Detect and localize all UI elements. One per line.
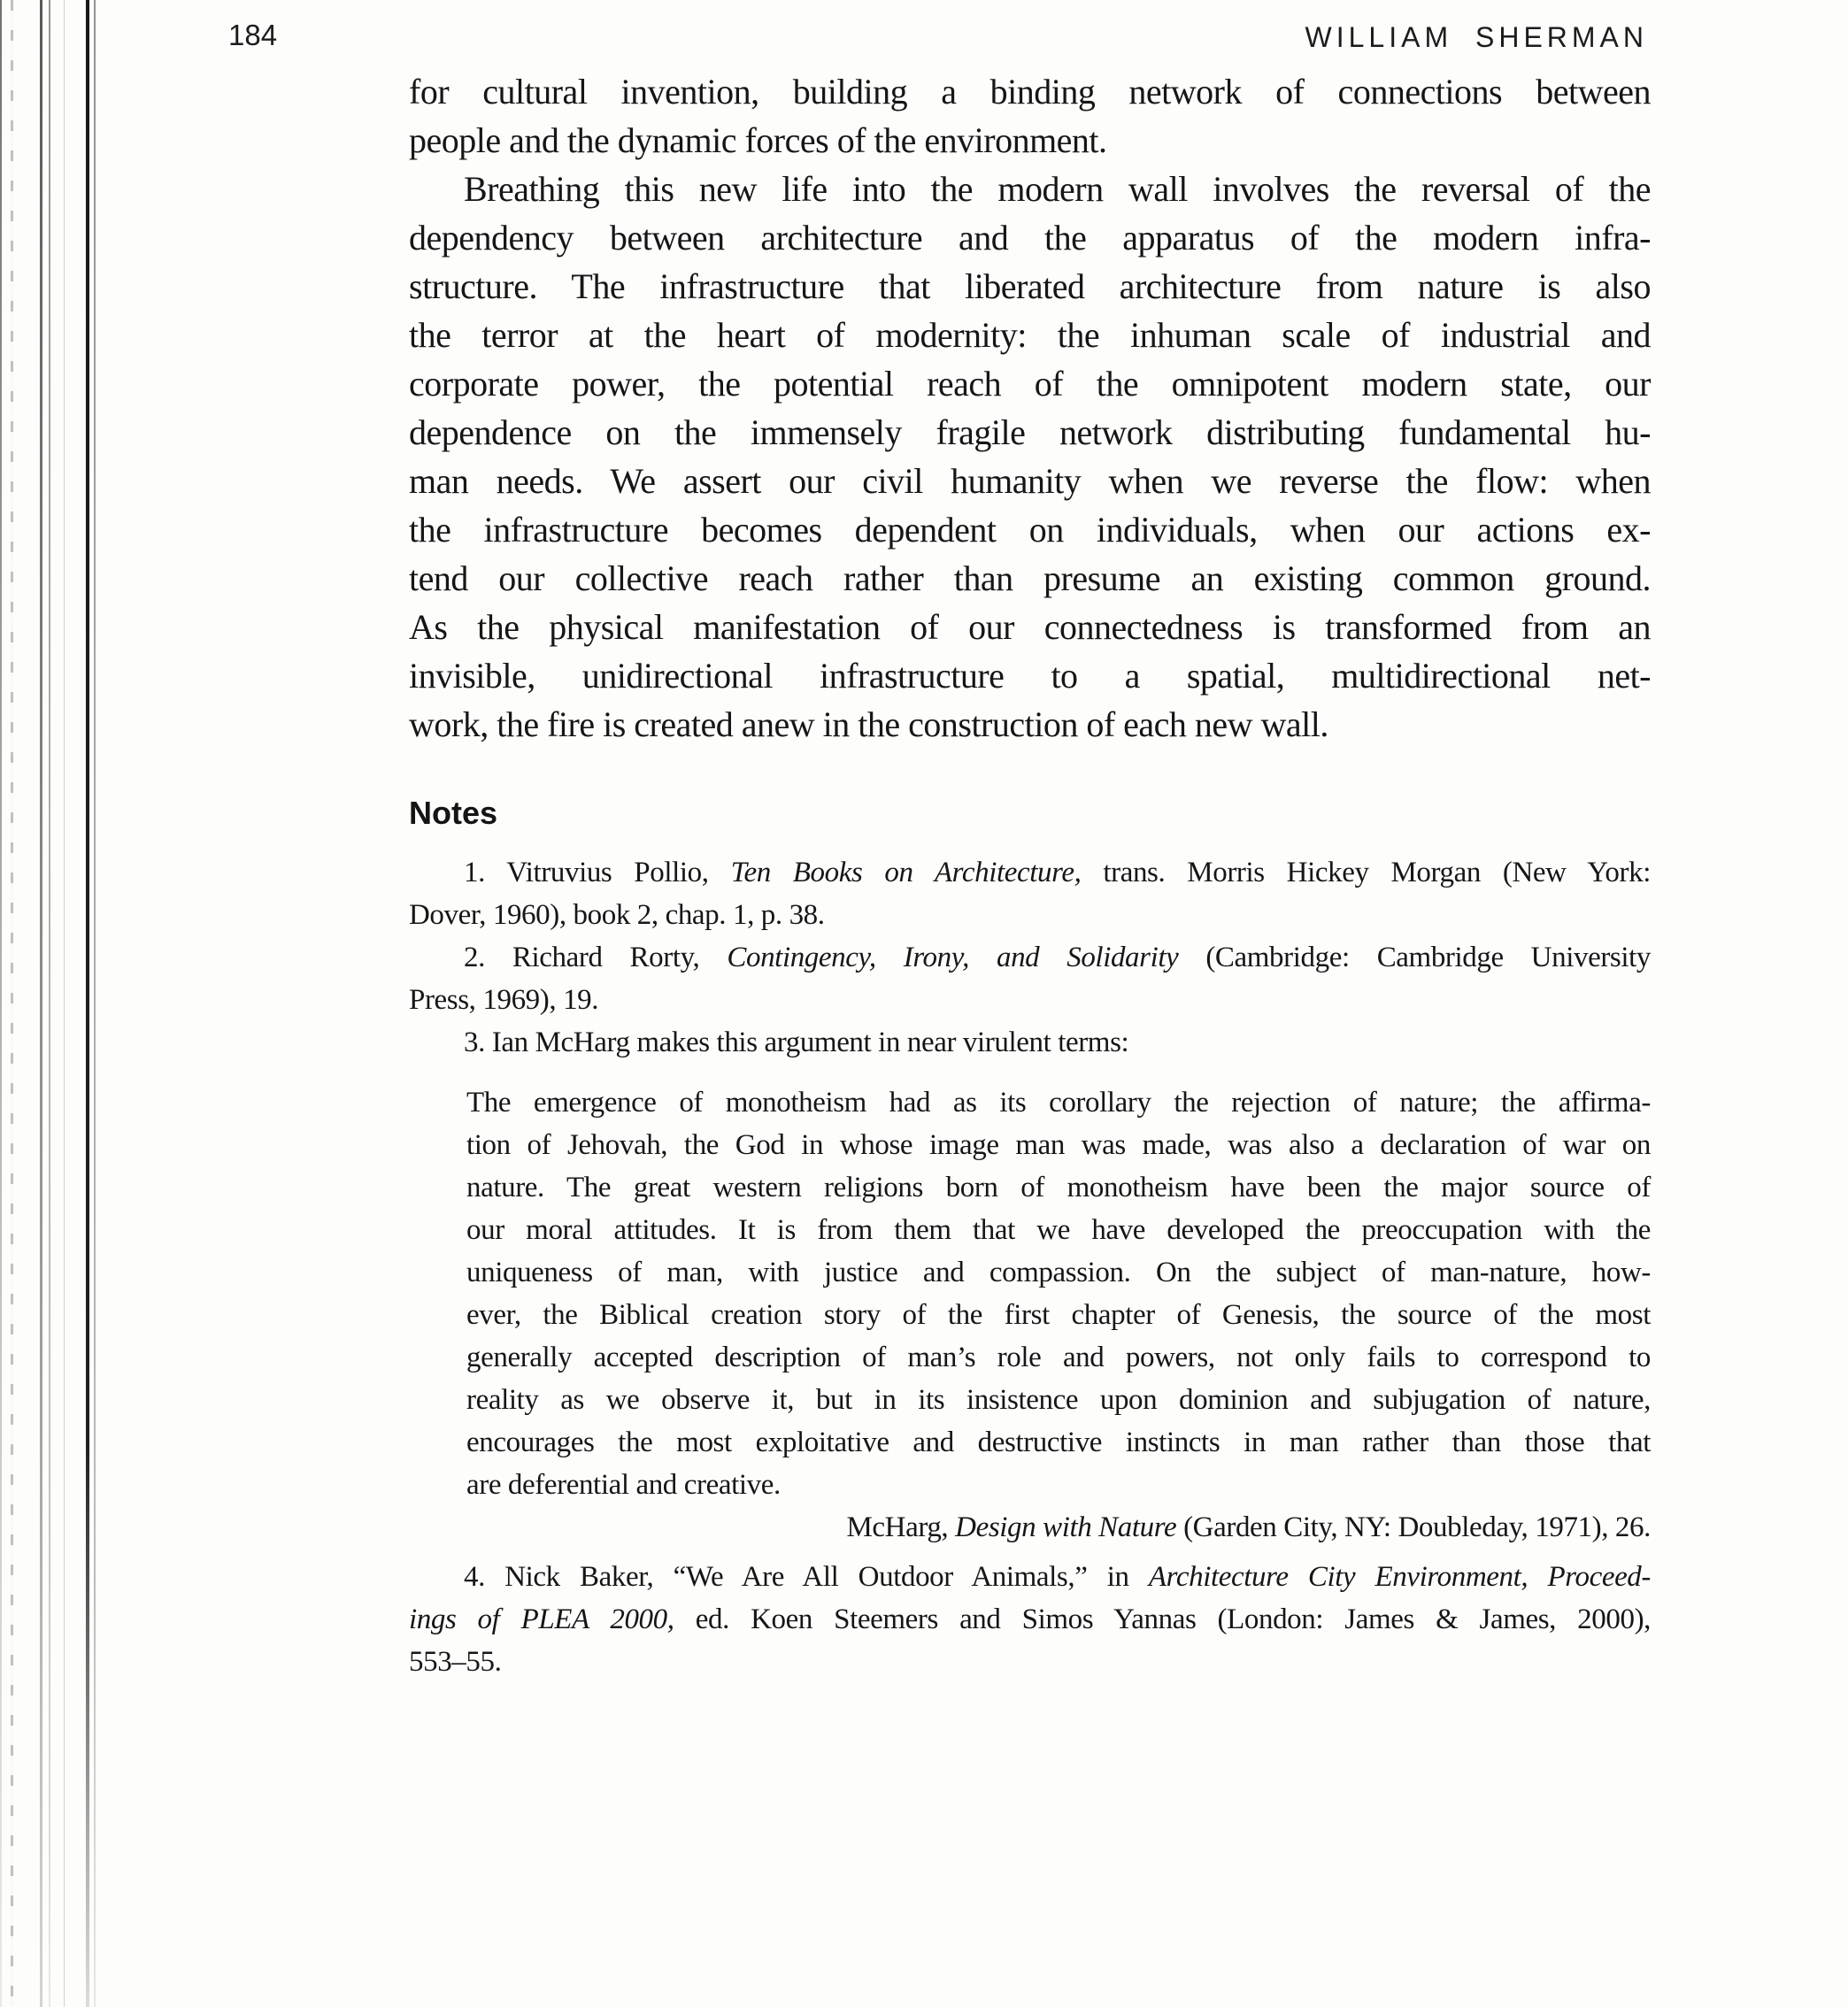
quote-line: nature. The great western religions born of monotheism have been the major source of bbox=[466, 1172, 1651, 1203]
binding-line bbox=[0, 0, 2, 2007]
body-line: invisible, unidirectional infrastructure to a spatial, multidirectional net- bbox=[409, 656, 1651, 696]
body-line: people and the dynamic forces of the environment. bbox=[409, 120, 1107, 160]
binding-line bbox=[86, 0, 89, 2007]
quote-line: are deferential and creative. bbox=[466, 1469, 781, 1501]
note-text: ed. Koen Steemers and Simos Yannas (London: James & James, 2000), bbox=[674, 1603, 1652, 1635]
attribution-title-italic: Design with Nature bbox=[955, 1511, 1177, 1543]
note-line bbox=[409, 1598, 1651, 1641]
page-content bbox=[409, 67, 1651, 1683]
body-line: work, the fire is created anew in the construction of each new wall. bbox=[409, 704, 1328, 744]
binding-line bbox=[64, 0, 65, 2007]
note-text: 4. Nick Baker, “We Are All Outdoor Animals,” in bbox=[464, 1561, 1149, 1593]
note-line bbox=[409, 936, 1651, 979]
quote-line: uniqueness of man, with justice and compassion. On the subject of man-nature, how- bbox=[466, 1257, 1651, 1288]
body-line: the infrastructure becomes dependent on individuals, when our actions ex- bbox=[409, 510, 1651, 550]
binding-line bbox=[11, 0, 13, 2007]
notes-heading: Notes bbox=[409, 795, 498, 831]
note-1 bbox=[409, 851, 1651, 936]
body-line: man needs. We assert our civil humanity when we reverse the flow: when bbox=[409, 461, 1651, 501]
body-line: the terror at the heart of modernity: the inhuman scale of industrial and bbox=[409, 315, 1651, 355]
body-line: for cultural invention, building a binding network of connections between bbox=[409, 72, 1651, 112]
body-line: dependence on the immensely fragile network distributing fundamental hu- bbox=[409, 412, 1651, 452]
body-line: structure. The infrastructure that liberated architecture from nature is also bbox=[409, 266, 1651, 306]
body-paragraph bbox=[409, 165, 1651, 749]
body-paragraph-continuation bbox=[409, 67, 1651, 165]
body-line: As the physical manifestation of our connectedness is transformed from an bbox=[409, 607, 1651, 647]
binding-line bbox=[94, 0, 96, 2007]
quote-line: encourages the most exploitative and destructive instincts in man rather than those that bbox=[466, 1426, 1651, 1458]
body-line: tend our collective reach rather than presume an existing common ground. bbox=[409, 558, 1651, 598]
note-2 bbox=[409, 936, 1651, 1021]
quote-line: our moral attitudes. It is from them that we have developed the preoccupation with the bbox=[466, 1214, 1651, 1246]
quote-line: ever, the Biblical creation story of the first chapter of Genesis, the source of the most bbox=[466, 1299, 1651, 1331]
note-text: trans. Morris Hickey Morgan (New York: bbox=[1081, 857, 1651, 888]
binding-line bbox=[40, 0, 42, 2007]
block-quote bbox=[466, 1081, 1651, 1549]
quote-attribution bbox=[466, 1506, 1651, 1549]
quote-line: generally accepted description of man’s role and powers, not only fails to correspond to bbox=[466, 1342, 1651, 1373]
note-line: 3. Ian McHarg makes this argument in near virulent terms: bbox=[464, 1027, 1129, 1058]
running-header: WILLIAM SHERMAN bbox=[1305, 21, 1648, 53]
body-line: corporate power, the potential reach of the omnipotent modern state, our bbox=[409, 364, 1651, 404]
note-text: 2. Richard Rorty, bbox=[464, 942, 728, 973]
binding-line bbox=[49, 0, 50, 2007]
note-title-italic: Contingency, Irony, and Solidarity bbox=[727, 942, 1179, 973]
note-title-italic: Ten Books on Architecture, bbox=[730, 857, 1082, 888]
body-line: dependency between architecture and the apparatus of the modern infra- bbox=[409, 218, 1651, 258]
note-4 bbox=[409, 1556, 1651, 1683]
note-title-italic: Architecture City Environment, Proceed- bbox=[1148, 1561, 1652, 1593]
note-3 bbox=[409, 1021, 1651, 1064]
note-text: (Cambridge: Cambridge University bbox=[1178, 942, 1651, 973]
note-text: 1. Vitruvius Pollio, bbox=[464, 857, 731, 888]
quote-line: The emergence of monotheism had as its corollary the rejection of nature; the affirma- bbox=[466, 1087, 1651, 1119]
note-line: Dover, 1960), book 2, chap. 1, p. 38. bbox=[409, 899, 825, 931]
page-number: 184 bbox=[228, 19, 278, 51]
quote-line: reality as we observe it, but in its insistence upon dominion and subjugation of nature, bbox=[466, 1384, 1651, 1416]
quote-line: tion of Jehovah, the God in whose image man was made, was also a declaration of war on bbox=[466, 1129, 1651, 1161]
body-line: Breathing this new life into the modern wall involves the reversal of the bbox=[464, 169, 1651, 209]
note-line bbox=[409, 1556, 1651, 1598]
note-line: 553–55. bbox=[409, 1646, 502, 1678]
note-title-italic: ings of PLEA 2000, bbox=[409, 1603, 674, 1635]
attribution-text: (Garden City, NY: Doubleday, 1971), 26. bbox=[1176, 1511, 1651, 1543]
attribution-text: McHarg, bbox=[846, 1511, 956, 1543]
note-line: Press, 1969), 19. bbox=[409, 984, 599, 1016]
note-line bbox=[409, 851, 1651, 894]
